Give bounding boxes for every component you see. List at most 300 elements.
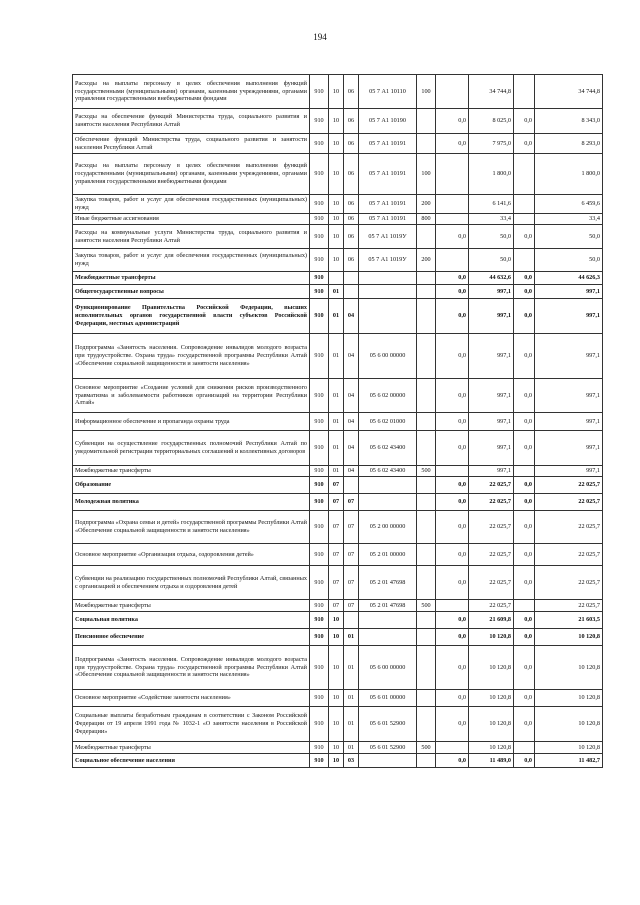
section-code: 01 <box>329 379 344 413</box>
amount-1: 0,0 <box>436 225 469 249</box>
table-row <box>73 413 603 431</box>
subsection-code: 01 <box>344 707 359 742</box>
amount-4: 997,1 <box>535 299 603 334</box>
amount-2: 997,1 <box>469 334 514 379</box>
table-row <box>73 249 603 272</box>
row-name: Подпрограмма «Занятость населения. Сопровождение инвалидов молодого возраста при трудоустройстве. Охрана труда» государственной программы Республики Алтай «Обеспечение социальной защищенности и занятости населения» <box>73 646 310 690</box>
row-name: Закупка товаров, работ и услуг для обеспечения государственных (муниципальных) нужд <box>73 249 310 272</box>
amount-4: 50,0 <box>535 225 603 249</box>
amount-3 <box>514 466 535 477</box>
amount-4: 8 293,0 <box>535 134 603 154</box>
table-row <box>73 431 603 466</box>
section-code: 10 <box>329 109 344 134</box>
expense-type-code <box>417 379 436 413</box>
expense-type-code <box>417 494 436 511</box>
subsection-code: 01 <box>344 690 359 707</box>
budget-table <box>72 74 603 768</box>
amount-1 <box>436 195 469 214</box>
amount-3: 0,0 <box>514 431 535 466</box>
target-article-code <box>359 612 417 629</box>
target-article-code: 05 7 А1 10191 <box>359 195 417 214</box>
amount-1: 0,0 <box>436 285 469 299</box>
amount-3: 0,0 <box>514 612 535 629</box>
subsection-code: 04 <box>344 413 359 431</box>
amount-4: 44 626,3 <box>535 272 603 285</box>
section-code: 10 <box>329 707 344 742</box>
target-article-code: 05 7 А1 10191 <box>359 134 417 154</box>
expense-type-code <box>417 431 436 466</box>
target-article-code: 05 6 00 00000 <box>359 334 417 379</box>
expense-type-code <box>417 754 436 768</box>
ved-code: 910 <box>310 511 329 544</box>
expense-type-code <box>417 707 436 742</box>
expense-type-code: 200 <box>417 195 436 214</box>
section-code: 10 <box>329 742 344 754</box>
target-article-code: 05 2 00 00000 <box>359 511 417 544</box>
amount-3 <box>514 154 535 195</box>
subsection-code: 01 <box>344 742 359 754</box>
row-name: Пенсионное обеспечение <box>73 629 310 646</box>
amount-1: 0,0 <box>436 544 469 566</box>
expense-type-code <box>417 413 436 431</box>
amount-4: 10 120,8 <box>535 690 603 707</box>
section-code: 10 <box>329 754 344 768</box>
amount-1: 0,0 <box>436 612 469 629</box>
amount-1 <box>436 600 469 612</box>
target-article-code <box>359 754 417 768</box>
amount-2: 22 025,7 <box>469 494 514 511</box>
row-name: Подпрограмма «Охрана семьи и детей» государственной программы Республики Алтай «Обеспечение социальной защищенности и занятости населения» <box>73 511 310 544</box>
table-row <box>73 494 603 511</box>
section-code: 01 <box>329 413 344 431</box>
row-name: Молодежная политика <box>73 494 310 511</box>
table-row <box>73 225 603 249</box>
amount-2: 22 025,7 <box>469 477 514 494</box>
amount-1: 0,0 <box>436 477 469 494</box>
amount-2: 34 744,8 <box>469 75 514 109</box>
ved-code: 910 <box>310 109 329 134</box>
amount-3: 0,0 <box>514 566 535 600</box>
amount-1: 0,0 <box>436 566 469 600</box>
amount-3: 0,0 <box>514 707 535 742</box>
subsection-code: 06 <box>344 134 359 154</box>
subsection-code: 06 <box>344 154 359 195</box>
amount-1 <box>436 466 469 477</box>
amount-1 <box>436 249 469 272</box>
amount-1: 0,0 <box>436 134 469 154</box>
expense-type-code <box>417 285 436 299</box>
table-row <box>73 629 603 646</box>
target-article-code <box>359 494 417 511</box>
row-name: Основное мероприятие «Организация отдыха, оздоровления детей» <box>73 544 310 566</box>
amount-2: 44 632,6 <box>469 272 514 285</box>
section-code: 10 <box>329 225 344 249</box>
amount-2: 997,1 <box>469 413 514 431</box>
amount-1: 0,0 <box>436 413 469 431</box>
ved-code: 910 <box>310 494 329 511</box>
row-name: Расходы на коммунальные услуги Министерства труда, социального развития и занятости населения Республики Алтай <box>73 225 310 249</box>
amount-4: 1 800,0 <box>535 154 603 195</box>
section-code <box>329 272 344 285</box>
amount-2: 10 120,8 <box>469 707 514 742</box>
expense-type-code <box>417 225 436 249</box>
target-article-code: 05 2 01 47698 <box>359 600 417 612</box>
subsection-code <box>344 477 359 494</box>
amount-3 <box>514 249 535 272</box>
amount-2: 997,1 <box>469 431 514 466</box>
section-code: 10 <box>329 629 344 646</box>
ved-code: 910 <box>310 629 329 646</box>
table-row <box>73 690 603 707</box>
subsection-code: 06 <box>344 195 359 214</box>
ved-code: 910 <box>310 754 329 768</box>
amount-3: 0,0 <box>514 285 535 299</box>
amount-4: 997,1 <box>535 466 603 477</box>
section-code: 01 <box>329 466 344 477</box>
amount-3: 0,0 <box>514 134 535 154</box>
amount-2: 10 120,8 <box>469 690 514 707</box>
ved-code: 910 <box>310 566 329 600</box>
table-row <box>73 612 603 629</box>
ved-code: 910 <box>310 466 329 477</box>
amount-1: 0,0 <box>436 272 469 285</box>
section-code: 01 <box>329 285 344 299</box>
row-name: Расходы на выплаты персоналу в целях обеспечения выполнения функций государственными (муниципальными) органами, казенными учреждениями, органами управления государственными внебюджетными фондами <box>73 154 310 195</box>
section-code: 01 <box>329 299 344 334</box>
amount-1: 0,0 <box>436 431 469 466</box>
section-code: 10 <box>329 154 344 195</box>
amount-4: 10 120,8 <box>535 629 603 646</box>
amount-4: 997,1 <box>535 334 603 379</box>
section-code: 10 <box>329 646 344 690</box>
row-name: Подпрограмма «Занятость населения. Сопровождение инвалидов молодого возраста при трудоустройстве. Охрана труда» государственной программы Республики Алтай «Обеспечение социальной защищенности и занятости населения» <box>73 334 310 379</box>
amount-3 <box>514 75 535 109</box>
table-row <box>73 754 603 768</box>
target-article-code: 05 6 01 52900 <box>359 707 417 742</box>
row-name: Функционирование Правительства Российской Федерации, высших исполнительных органов государственной власти субъектов Российской Федерации, местных администраций <box>73 299 310 334</box>
ved-code: 910 <box>310 334 329 379</box>
row-name: Социальная политика <box>73 612 310 629</box>
expense-type-code: 500 <box>417 466 436 477</box>
amount-2: 22 025,7 <box>469 544 514 566</box>
amount-3: 0,0 <box>514 413 535 431</box>
row-name: Межбюджетные трансферты <box>73 600 310 612</box>
ved-code: 910 <box>310 154 329 195</box>
target-article-code: 05 6 01 52900 <box>359 742 417 754</box>
amount-2: 21 609,8 <box>469 612 514 629</box>
amount-4: 33,4 <box>535 214 603 225</box>
row-name: Субвенции на осуществление государственных полномочий Республики Алтай по уведомительной регистрации территориальных соглашений и коллективных договоров <box>73 431 310 466</box>
target-article-code: 05 6 02 00000 <box>359 379 417 413</box>
expense-type-code: 100 <box>417 154 436 195</box>
ved-code: 910 <box>310 379 329 413</box>
table-row <box>73 379 603 413</box>
amount-3: 0,0 <box>514 511 535 544</box>
subsection-code: 07 <box>344 566 359 600</box>
ved-code: 910 <box>310 431 329 466</box>
amount-4: 50,0 <box>535 249 603 272</box>
amount-2: 1 800,0 <box>469 154 514 195</box>
table-row <box>73 544 603 566</box>
expense-type-code: 100 <box>417 75 436 109</box>
row-name: Основное мероприятие «Создание условий для снижения рисков производственного травматизма и заболеваемости работников организаций на территории Республики Алтай» <box>73 379 310 413</box>
expense-type-code <box>417 272 436 285</box>
section-code: 10 <box>329 612 344 629</box>
target-article-code: 05 6 00 00000 <box>359 646 417 690</box>
page-number: 194 <box>313 32 327 42</box>
target-article-code <box>359 477 417 494</box>
amount-4: 22 025,7 <box>535 494 603 511</box>
amount-2: 997,1 <box>469 299 514 334</box>
row-name: Социальные выплаты безработным гражданам в соответствии с Законом Российской Федерации от 19 апреля 1991 года № 1032-1 «О занятости населения в Российской Федерации» <box>73 707 310 742</box>
amount-3: 0,0 <box>514 272 535 285</box>
row-name: Информационное обеспечение и пропаганда охраны труда <box>73 413 310 431</box>
expense-type-code <box>417 511 436 544</box>
table-row <box>73 466 603 477</box>
amount-2: 10 120,8 <box>469 646 514 690</box>
row-name: Основное мероприятие «Содействие занятости населения» <box>73 690 310 707</box>
row-name: Закупка товаров, работ и услуг для обеспечения государственных (муниципальных) нужд <box>73 195 310 214</box>
subsection-code: 07 <box>344 494 359 511</box>
table-row <box>73 272 603 285</box>
amount-3: 0,0 <box>514 477 535 494</box>
target-article-code: 05 7 А1 10110 <box>359 75 417 109</box>
amount-3: 0,0 <box>514 754 535 768</box>
section-code: 10 <box>329 134 344 154</box>
amount-4: 22 025,7 <box>535 511 603 544</box>
amount-4: 22 025,7 <box>535 544 603 566</box>
amount-4: 34 744,8 <box>535 75 603 109</box>
expense-type-code <box>417 334 436 379</box>
amount-2: 997,1 <box>469 285 514 299</box>
ved-code: 910 <box>310 413 329 431</box>
amount-2: 997,1 <box>469 466 514 477</box>
row-name: Образование <box>73 477 310 494</box>
table-row <box>73 109 603 134</box>
section-code: 07 <box>329 600 344 612</box>
amount-2: 50,0 <box>469 249 514 272</box>
amount-2: 33,4 <box>469 214 514 225</box>
amount-2: 6 141,6 <box>469 195 514 214</box>
subsection-code: 04 <box>344 379 359 413</box>
amount-3: 0,0 <box>514 299 535 334</box>
ved-code: 910 <box>310 299 329 334</box>
amount-3: 0,0 <box>514 379 535 413</box>
target-article-code: 05 7 А1 10191 <box>359 214 417 225</box>
ved-code: 910 <box>310 544 329 566</box>
target-article-code <box>359 299 417 334</box>
amount-4: 10 120,8 <box>535 707 603 742</box>
table-row <box>73 511 603 544</box>
amount-1 <box>436 154 469 195</box>
subsection-code: 04 <box>344 334 359 379</box>
amount-4: 8 343,0 <box>535 109 603 134</box>
row-name: Общегосударственные вопросы <box>73 285 310 299</box>
amount-3: 0,0 <box>514 334 535 379</box>
table-row <box>73 299 603 334</box>
section-code: 01 <box>329 431 344 466</box>
target-article-code: 05 6 02 43400 <box>359 466 417 477</box>
subsection-code: 04 <box>344 431 359 466</box>
amount-1: 0,0 <box>436 690 469 707</box>
row-name: Расходы на выплаты персоналу в целях обеспечения выполнения функций государственными (муниципальными) органами, казенными учреждениями, органами управления государственными внебюджетными фондами <box>73 75 310 109</box>
expense-type-code: 500 <box>417 742 436 754</box>
expense-type-code <box>417 566 436 600</box>
amount-3 <box>514 600 535 612</box>
expense-type-code <box>417 629 436 646</box>
amount-2: 11 489,0 <box>469 754 514 768</box>
amount-4: 22 025,7 <box>535 600 603 612</box>
section-code: 10 <box>329 249 344 272</box>
subsection-code: 06 <box>344 249 359 272</box>
amount-1: 0,0 <box>436 109 469 134</box>
table-row <box>73 566 603 600</box>
ved-code: 910 <box>310 134 329 154</box>
expense-type-code: 500 <box>417 600 436 612</box>
ved-code: 910 <box>310 272 329 285</box>
table-row <box>73 195 603 214</box>
ved-code: 910 <box>310 600 329 612</box>
subsection-code <box>344 612 359 629</box>
amount-3 <box>514 742 535 754</box>
subsection-code: 01 <box>344 629 359 646</box>
amount-1: 0,0 <box>436 707 469 742</box>
amount-2: 22 025,7 <box>469 511 514 544</box>
table-row <box>73 477 603 494</box>
amount-3: 0,0 <box>514 544 535 566</box>
target-article-code: 05 7 А1 10191 <box>359 154 417 195</box>
section-code: 10 <box>329 690 344 707</box>
section-code: 07 <box>329 544 344 566</box>
amount-4: 21 603,5 <box>535 612 603 629</box>
table-row <box>73 154 603 195</box>
amount-2: 997,1 <box>469 379 514 413</box>
row-name: Социальное обеспечение населения <box>73 754 310 768</box>
table-row <box>73 134 603 154</box>
expense-type-code: 800 <box>417 214 436 225</box>
target-article-code: 05 6 02 43400 <box>359 431 417 466</box>
expense-type-code <box>417 544 436 566</box>
table-row <box>73 285 603 299</box>
subsection-code: 06 <box>344 214 359 225</box>
amount-1: 0,0 <box>436 629 469 646</box>
ved-code: 910 <box>310 214 329 225</box>
target-article-code: 05 7 А1 1019У <box>359 225 417 249</box>
amount-4: 997,1 <box>535 285 603 299</box>
amount-3: 0,0 <box>514 494 535 511</box>
table-row <box>73 214 603 225</box>
amount-2: 50,0 <box>469 225 514 249</box>
amount-1 <box>436 75 469 109</box>
ved-code: 910 <box>310 707 329 742</box>
target-article-code: 05 7 А1 1019У <box>359 249 417 272</box>
ved-code: 910 <box>310 612 329 629</box>
amount-1: 0,0 <box>436 511 469 544</box>
amount-1: 0,0 <box>436 754 469 768</box>
subsection-code: 03 <box>344 754 359 768</box>
expense-type-code: 200 <box>417 249 436 272</box>
subsection-code: 06 <box>344 225 359 249</box>
ved-code: 910 <box>310 75 329 109</box>
amount-4: 10 120,8 <box>535 646 603 690</box>
table-row <box>73 742 603 754</box>
section-code: 10 <box>329 195 344 214</box>
row-name: Иные бюджетные ассигнования <box>73 214 310 225</box>
subsection-code: 06 <box>344 109 359 134</box>
amount-1 <box>436 742 469 754</box>
ved-code: 910 <box>310 690 329 707</box>
amount-4: 22 025,7 <box>535 477 603 494</box>
target-article-code: 05 6 01 00000 <box>359 690 417 707</box>
target-article-code: 05 7 А1 10190 <box>359 109 417 134</box>
expense-type-code <box>417 109 436 134</box>
amount-2: 22 025,7 <box>469 566 514 600</box>
amount-3: 0,0 <box>514 629 535 646</box>
ved-code: 910 <box>310 477 329 494</box>
section-code: 01 <box>329 334 344 379</box>
amount-3 <box>514 195 535 214</box>
ved-code: 910 <box>310 225 329 249</box>
subsection-code: 01 <box>344 646 359 690</box>
amount-3: 0,0 <box>514 109 535 134</box>
subsection-code: 04 <box>344 299 359 334</box>
subsection-code <box>344 272 359 285</box>
amount-2: 22 025,7 <box>469 600 514 612</box>
section-code: 07 <box>329 477 344 494</box>
amount-4: 11 482,7 <box>535 754 603 768</box>
amount-4: 6 459,6 <box>535 195 603 214</box>
target-article-code <box>359 629 417 646</box>
table-row <box>73 334 603 379</box>
amount-1: 0,0 <box>436 334 469 379</box>
ved-code: 910 <box>310 646 329 690</box>
target-article-code: 05 6 02 01000 <box>359 413 417 431</box>
amount-3: 0,0 <box>514 646 535 690</box>
row-name: Расходы на обеспечение функций Министерства труда, социального развития и занятости населения Республики Алтай <box>73 109 310 134</box>
subsection-code: 07 <box>344 544 359 566</box>
subsection-code: 07 <box>344 511 359 544</box>
subsection-code: 06 <box>344 75 359 109</box>
amount-2: 10 120,8 <box>469 629 514 646</box>
amount-3 <box>514 214 535 225</box>
expense-type-code <box>417 299 436 334</box>
amount-4: 997,1 <box>535 379 603 413</box>
ved-code: 910 <box>310 249 329 272</box>
amount-3: 0,0 <box>514 225 535 249</box>
section-code: 07 <box>329 566 344 600</box>
amount-3: 0,0 <box>514 690 535 707</box>
section-code: 10 <box>329 75 344 109</box>
amount-1: 0,0 <box>436 299 469 334</box>
table-row <box>73 600 603 612</box>
table-row <box>73 707 603 742</box>
section-code: 07 <box>329 511 344 544</box>
expense-type-code <box>417 612 436 629</box>
row-name: Межбюджетные трансферты <box>73 742 310 754</box>
target-article-code <box>359 272 417 285</box>
amount-2: 8 025,0 <box>469 109 514 134</box>
expense-type-code <box>417 690 436 707</box>
amount-2: 7 975,0 <box>469 134 514 154</box>
table-row <box>73 646 603 690</box>
subsection-code: 04 <box>344 466 359 477</box>
row-name: Межбюджетные трансферты <box>73 272 310 285</box>
amount-1: 0,0 <box>436 646 469 690</box>
amount-4: 10 120,8 <box>535 742 603 754</box>
amount-1: 0,0 <box>436 379 469 413</box>
expense-type-code <box>417 477 436 494</box>
amount-4: 997,1 <box>535 413 603 431</box>
